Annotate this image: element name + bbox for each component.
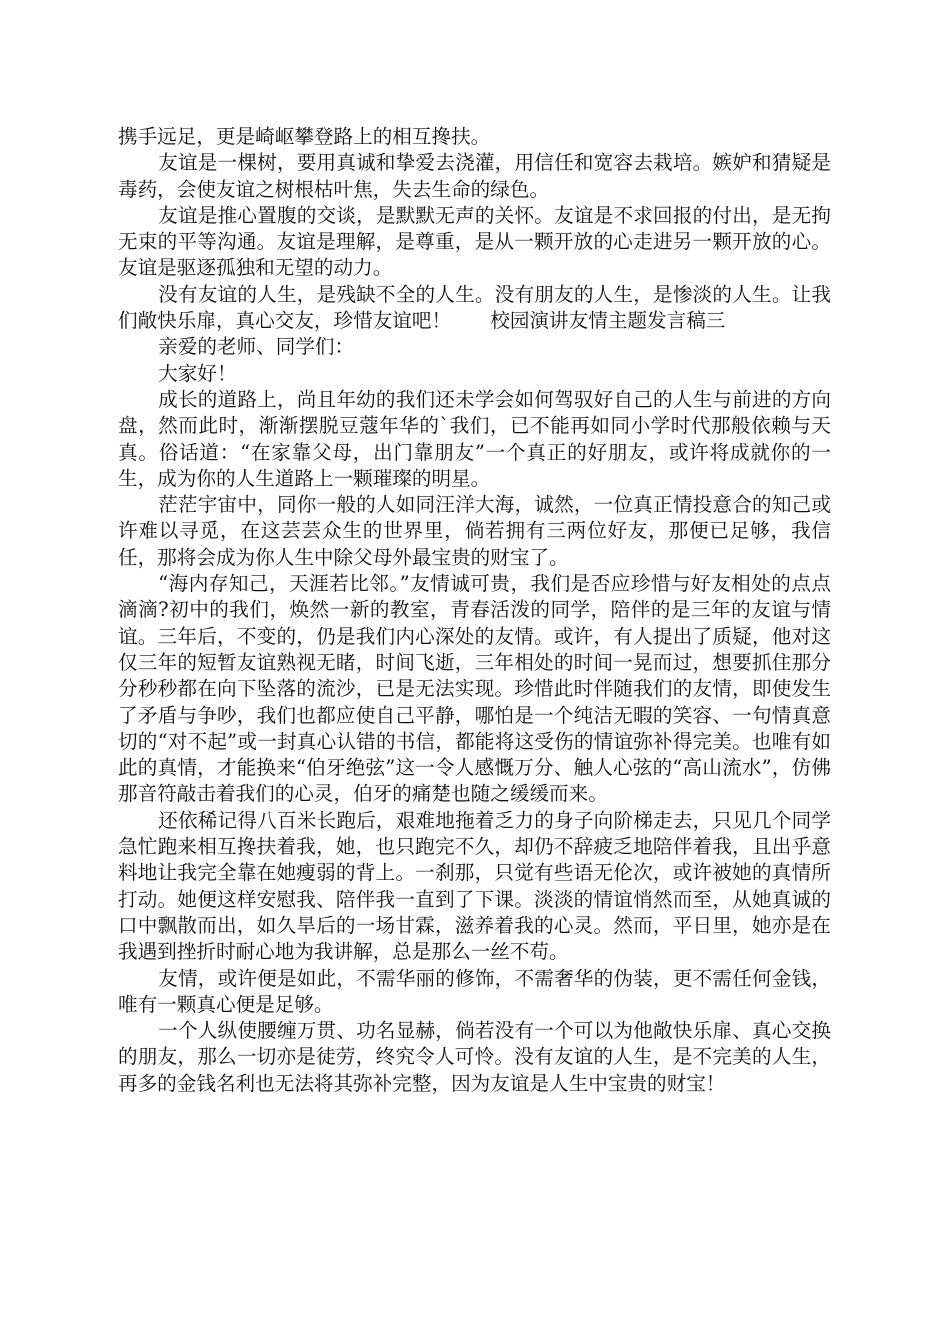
paragraph: 友谊是一棵树，要用真诚和挚爱去浇灌，用信任和宽容去栽培。嫉妒和猜疑是毒药，会使友谊之树根枯叶焦，失去生命的绿色。 xyxy=(118,151,831,201)
paragraph: 茫茫宇宙中，同你一般的人如同汪洋大海，诚然，一位真正情投意合的知己或许难以寻觅，在这芸芸众生的世界里，倘若拥有三两位好友，那便已足够，我信任，那将会成为你人生中除父母外最宝贵的财宝了。 xyxy=(118,493,831,569)
paragraph: 携手远足，更是崎岖攀登路上的相互搀扶。 xyxy=(118,125,491,148)
paragraph: 还依稀记得八百米长跑后，艰难地拖着乏力的身子向阶梯走去，只见几个同学急忙跑来相互搀扶着我，她，也只跑完不久，却仍不辞疲乏地陪伴着我，且出乎意料地让我完全靠在她瘦弱的背上。一刹那，只觉有些语无伦次，或许被她的真情所打动。她便这样安慰我、陪伴我一直到了下课。淡淡的情谊悄然而至，从她真诚的口中飘散而出，如久旱后的一场甘霖，滋养着我的心灵。然而，平日里，她亦是在我遇到挫折时耐心地为我讲解，总是那么一丝不苟。 xyxy=(118,808,831,964)
document-body xyxy=(118,124,831,1097)
greeting: 大家好！ xyxy=(158,361,237,385)
paragraph: 友谊是推心置腹的交谈，是默默无声的关怀。友谊是不求回报的付出，是无拘无束的平等沟通。友谊是理解，是尊重，是从一颗开放的心走进另一颗开放的心。友谊是驱逐孤独和无望的动力。 xyxy=(118,203,831,280)
paragraph: 没有友谊的人生，是残缺不全的人生。没有朋友的人生，是惨淡的人生。让我们敞快乐扉，真心交友，珍惜友谊吧！ 校园演讲友情主题发言稿三 xyxy=(118,282,831,333)
salutation: 亲爱的老师、同学们： xyxy=(158,335,355,359)
paragraph: “海内存知己，天涯若比邻。”友情诚可贵，我们是否应珍惜与好友相处的点点滴滴?初中的我们，焕然一新的教室，青春活泼的同学，陪伴的是三年的友谊与情谊。三年后，不变的，仍是我们内心深处的友情。或许，有人提出了质疑，他对这仅三年的短暂友谊熟视无睹，时间飞逝，三年相处的时间一晃而过，想要抓住那分分秒秒都在向下坠落的流沙，已是无法实现。珍惜此时伴随我们的友情，即使发生了矛盾与争吵，我们也都应使自己平静，哪怕是一个纯洁无暇的笑容、一句情真意切的“对不起”或一封真心认错的书信，都能将这受伤的情谊弥补得完美。也唯有如此的真情，才能换来“伯牙绝弦”这一令人感慨万分、触人心弦的“高山流水”，仿佛那音符敲击着我们的心灵，伯牙的痛楚也随之缓缓而来。 xyxy=(118,572,831,806)
paragraph: 友情，或许便是如此，不需华丽的修饰，不需奢华的伪装，更不需任何金钱，唯有一颗真心便是足够。 xyxy=(118,966,831,1016)
paragraph: 一个人纵使腰缠万贯、功名显赫，倘若没有一个可以为他敞快乐扉、真心交换的朋友，那么一切亦是徒劳，终究令人可怜。没有友谊的人生，是不完美的人生，再多的金钱名利也无法将其弥补完整，因为友谊是人生中宝贵的财宝！ xyxy=(118,1019,831,1095)
paragraph: 成长的道路上，尚且年幼的我们还未学会如何驾驭好自己的人生与前进的方向盘，然而此时，渐渐摆脱豆蔻年华的`我们，已不能再如同小学时代那般依赖与天真。俗话道：“在家靠父母，出门靠朋友”一个真正的好朋友，或许将成就你的一生，成为你的人生道路上一颗璀璨的明星。 xyxy=(118,387,831,490)
